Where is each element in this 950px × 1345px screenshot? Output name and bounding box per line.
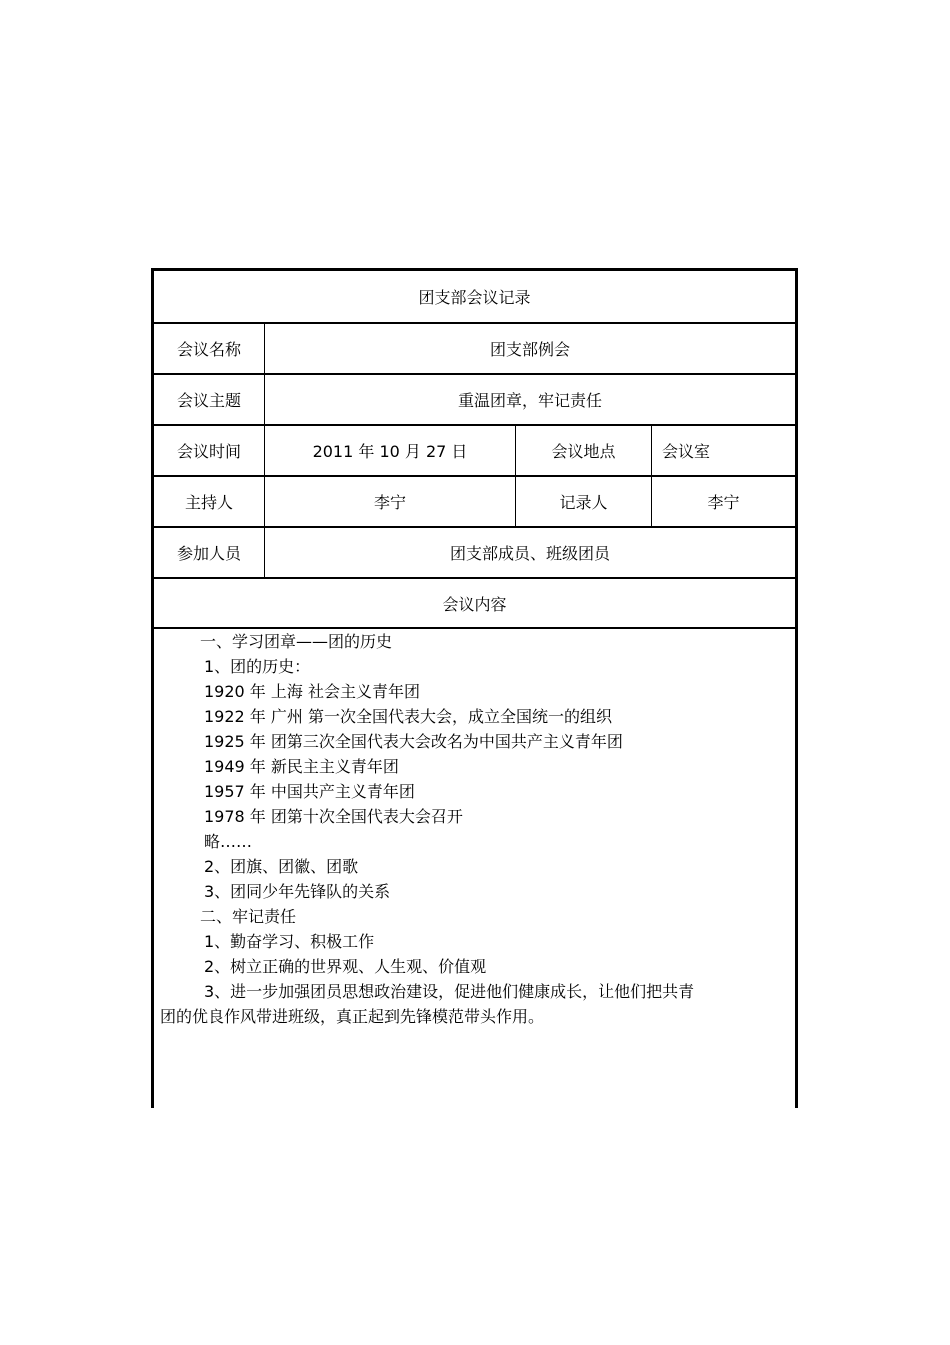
form-title-row — [154, 271, 795, 324]
meeting-time-row — [154, 426, 795, 477]
meeting-name-label: 会议名称 — [176, 340, 241, 359]
meeting-content-header-row — [154, 579, 795, 629]
meeting-host-value: 李宁 — [264, 477, 515, 526]
meeting-content-label: 会议内容 — [442, 594, 507, 614]
meeting-record-form — [151, 268, 798, 1108]
meeting-time-value: 2011 年 10 月 27 日 — [264, 426, 515, 475]
meeting-recorder-label: 记录人 — [515, 477, 651, 526]
content-line: 1、勤奋学习、积极工作 — [204, 932, 375, 951]
content-line: 1、团的历史： — [204, 657, 311, 676]
meeting-time-label: 会议时间 — [176, 442, 241, 461]
meeting-attendees-value: 团支部成员、班级团员 — [264, 528, 795, 577]
content-line: 1957 年 中国共产主义青年团 — [204, 782, 415, 801]
meeting-name-value: 团支部例会 — [264, 324, 795, 373]
content-line: 1922 年 广州 第一次全国代表大会，成立全国统一的组织 — [204, 707, 612, 726]
content-line: 一、学习团章——团的历史 — [200, 632, 393, 651]
meeting-host-label: 主持人 — [184, 493, 233, 512]
content-line: 1925 年 团第三次全国代表大会改名为中国共产主义青年团 — [204, 732, 623, 751]
content-line: 2、树立正确的世界观、人生观、价值观 — [204, 957, 487, 976]
content-line: 3、进一步加强团员思想政治建设，促进他们健康成长，让他们把共青 — [204, 982, 695, 1001]
meeting-attendees-label: 参加人员 — [176, 544, 241, 563]
meeting-host-row — [154, 477, 795, 528]
meeting-place-value: 会议室 — [651, 426, 795, 475]
meeting-name-row — [154, 324, 795, 375]
content-line: 1920 年 上海 社会主义青年团 — [204, 682, 420, 701]
content-line: 团的优良作风带进班级，真正起到先锋模范带头作用。 — [160, 1007, 545, 1026]
meeting-recorder-value: 李宁 — [651, 477, 795, 526]
meeting-place-label: 会议地点 — [515, 426, 651, 475]
meeting-attendees-row — [154, 528, 795, 579]
meeting-content-body — [154, 629, 795, 1108]
content-line: 二、牢记责任 — [200, 907, 297, 926]
form-title: 团支部会议记录 — [418, 288, 531, 307]
content-line: 略…… — [204, 832, 253, 851]
meeting-topic-row — [154, 375, 795, 426]
content-line: 1978 年 团第十次全国代表大会召开 — [204, 807, 463, 826]
content-line: 3、团同少年先锋队的关系 — [204, 882, 391, 901]
meeting-topic-value: 重温团章，牢记责任 — [264, 375, 795, 424]
content-line: 1949 年 新民主主义青年团 — [204, 757, 399, 776]
meeting-topic-label: 会议主题 — [176, 391, 241, 410]
content-line: 2、团旗、团徽、团歌 — [204, 857, 359, 876]
